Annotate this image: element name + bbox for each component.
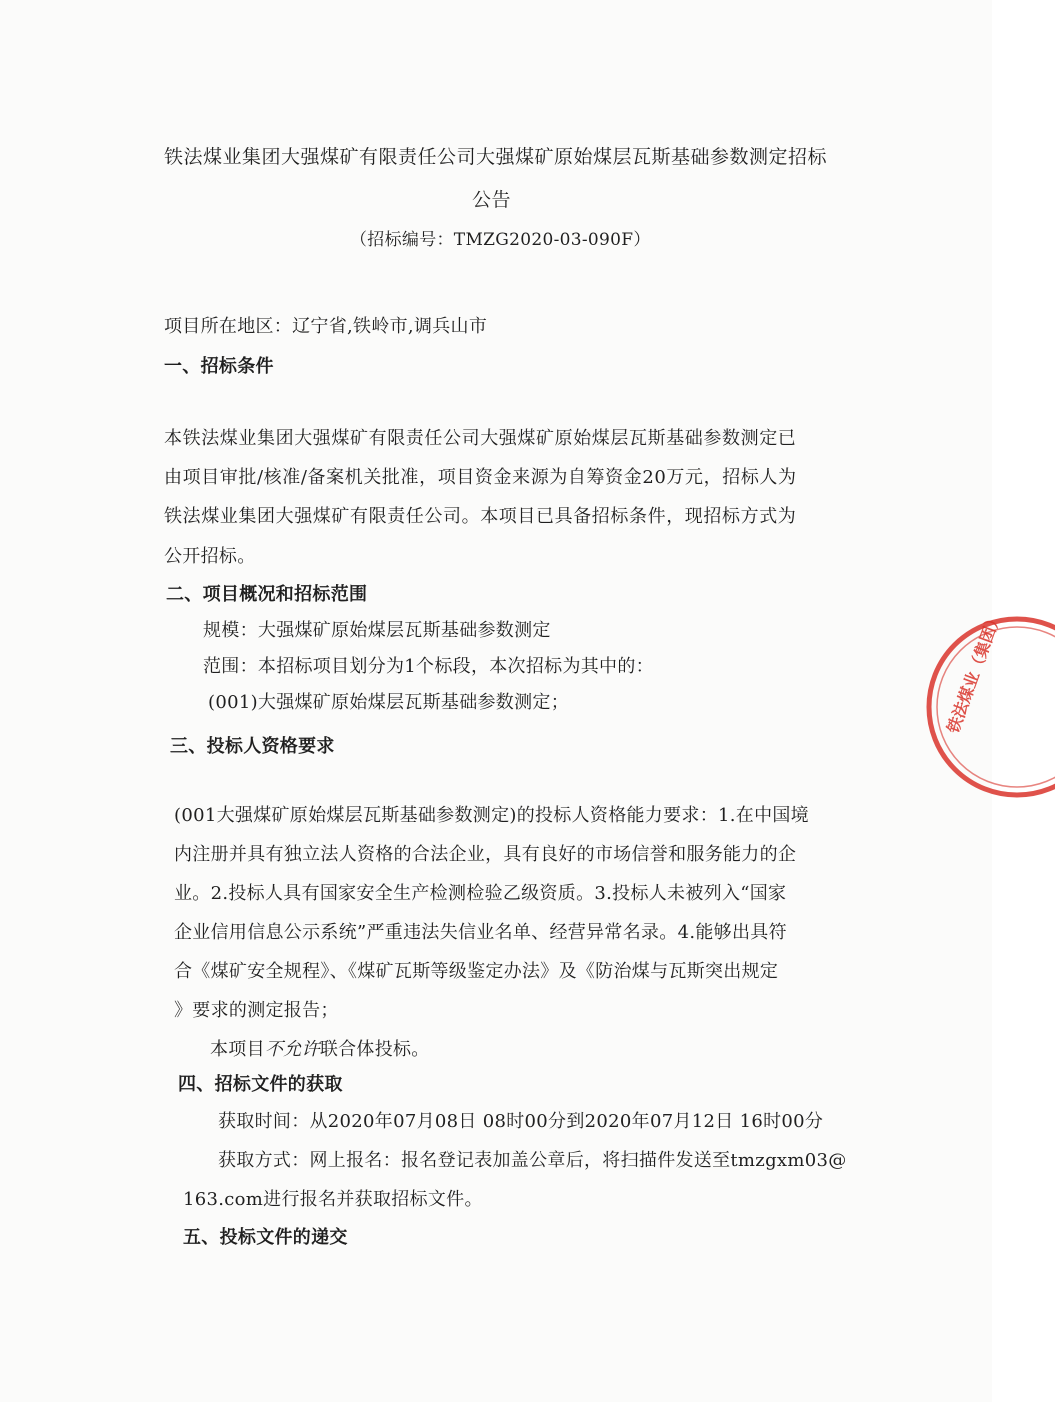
section3-paragraph-line3: 业。2.投标人具有国家安全生产检测检验乙级资质。3.投标人未被列入“国家 — [174, 883, 787, 904]
company-seal-stamp — [925, 608, 1055, 802]
consortium-prefix: 本项目 — [210, 1039, 265, 1060]
section2-item: (001)大强煤矿原始煤层瓦斯基础参数测定； — [208, 692, 569, 713]
section3-paragraph-line5: 合《煤矿安全规程》、《煤矿瓦斯等级鉴定办法》及《防治煤与瓦斯突出规定 — [174, 961, 779, 982]
document-title-line1: 铁法煤业集团大强煤矿有限责任公司大强煤矿原始煤层瓦斯基础参数测定招标 — [164, 146, 828, 168]
section3-paragraph-line2: 内注册并具有独立法人资格的合法企业，具有良好的市场信誉和服务能力的企 — [174, 844, 797, 865]
section4-method-line1: 获取方式：网上报名：报名登记表加盖公章后，将扫描件发送至tmzgxm03@ — [218, 1150, 847, 1171]
section1-heading: 一、招标条件 — [164, 356, 274, 377]
section3-paragraph-line4: 企业信用信息公示系统”严重违法失信业名单、经营异常名录。4.能够出具符 — [174, 922, 787, 943]
section2-scale: 规模：大强煤矿原始煤层瓦斯基础参数测定 — [203, 620, 551, 641]
section1-paragraph-line4: 公开招标。 — [164, 546, 256, 567]
section2-scope: 范围：本招标项目划分为1个标段，本次招标为其中的： — [203, 656, 654, 677]
section4-heading: 四、招标文件的获取 — [178, 1074, 343, 1095]
section4-method-line2: 163.com进行报名并获取招标文件。 — [183, 1189, 483, 1210]
section2-heading: 二、项目概况和招标范围 — [166, 584, 368, 605]
consortium-statement — [210, 1038, 430, 1062]
section4-time: 获取时间：从2020年07月08日 08时00分到2020年07月12日 16时00分 — [218, 1111, 824, 1132]
section1-paragraph-line1: 本铁法煤业集团大强煤矿有限责任公司大强煤矿原始煤层瓦斯基础参数测定已 — [164, 428, 797, 449]
section5-heading: 五、投标文件的递交 — [183, 1227, 348, 1248]
section1-paragraph-line2: 由项目审批/核准/备案机关批准，项目资金来源为自筹资金20万元，招标人为 — [164, 467, 797, 488]
consortium-suffix: 联合体投标。 — [319, 1039, 430, 1060]
project-location: 项目所在地区：辽宁省,铁岭市,调兵山市 — [164, 316, 488, 337]
tender-code: （招标编号：TMZG2020-03-090F） — [350, 230, 651, 250]
consortium-emphasis: 不允许 — [264, 1039, 320, 1060]
section3-heading: 三、投标人资格要求 — [170, 736, 335, 757]
section3-paragraph-line6: 》要求的测定报告； — [174, 1000, 339, 1021]
section3-paragraph-line1: (001大强煤矿原始煤层瓦斯基础参数测定)的投标人资格能力要求：1.在中国境 — [174, 805, 809, 826]
section1-paragraph-line3: 铁法煤业集团大强煤矿有限责任公司。本项目已具备招标条件，现招标方式为 — [164, 506, 797, 527]
seal-text: 铁法煤业（集团） — [943, 608, 1006, 736]
document-title-line2: 公告 — [472, 189, 512, 211]
